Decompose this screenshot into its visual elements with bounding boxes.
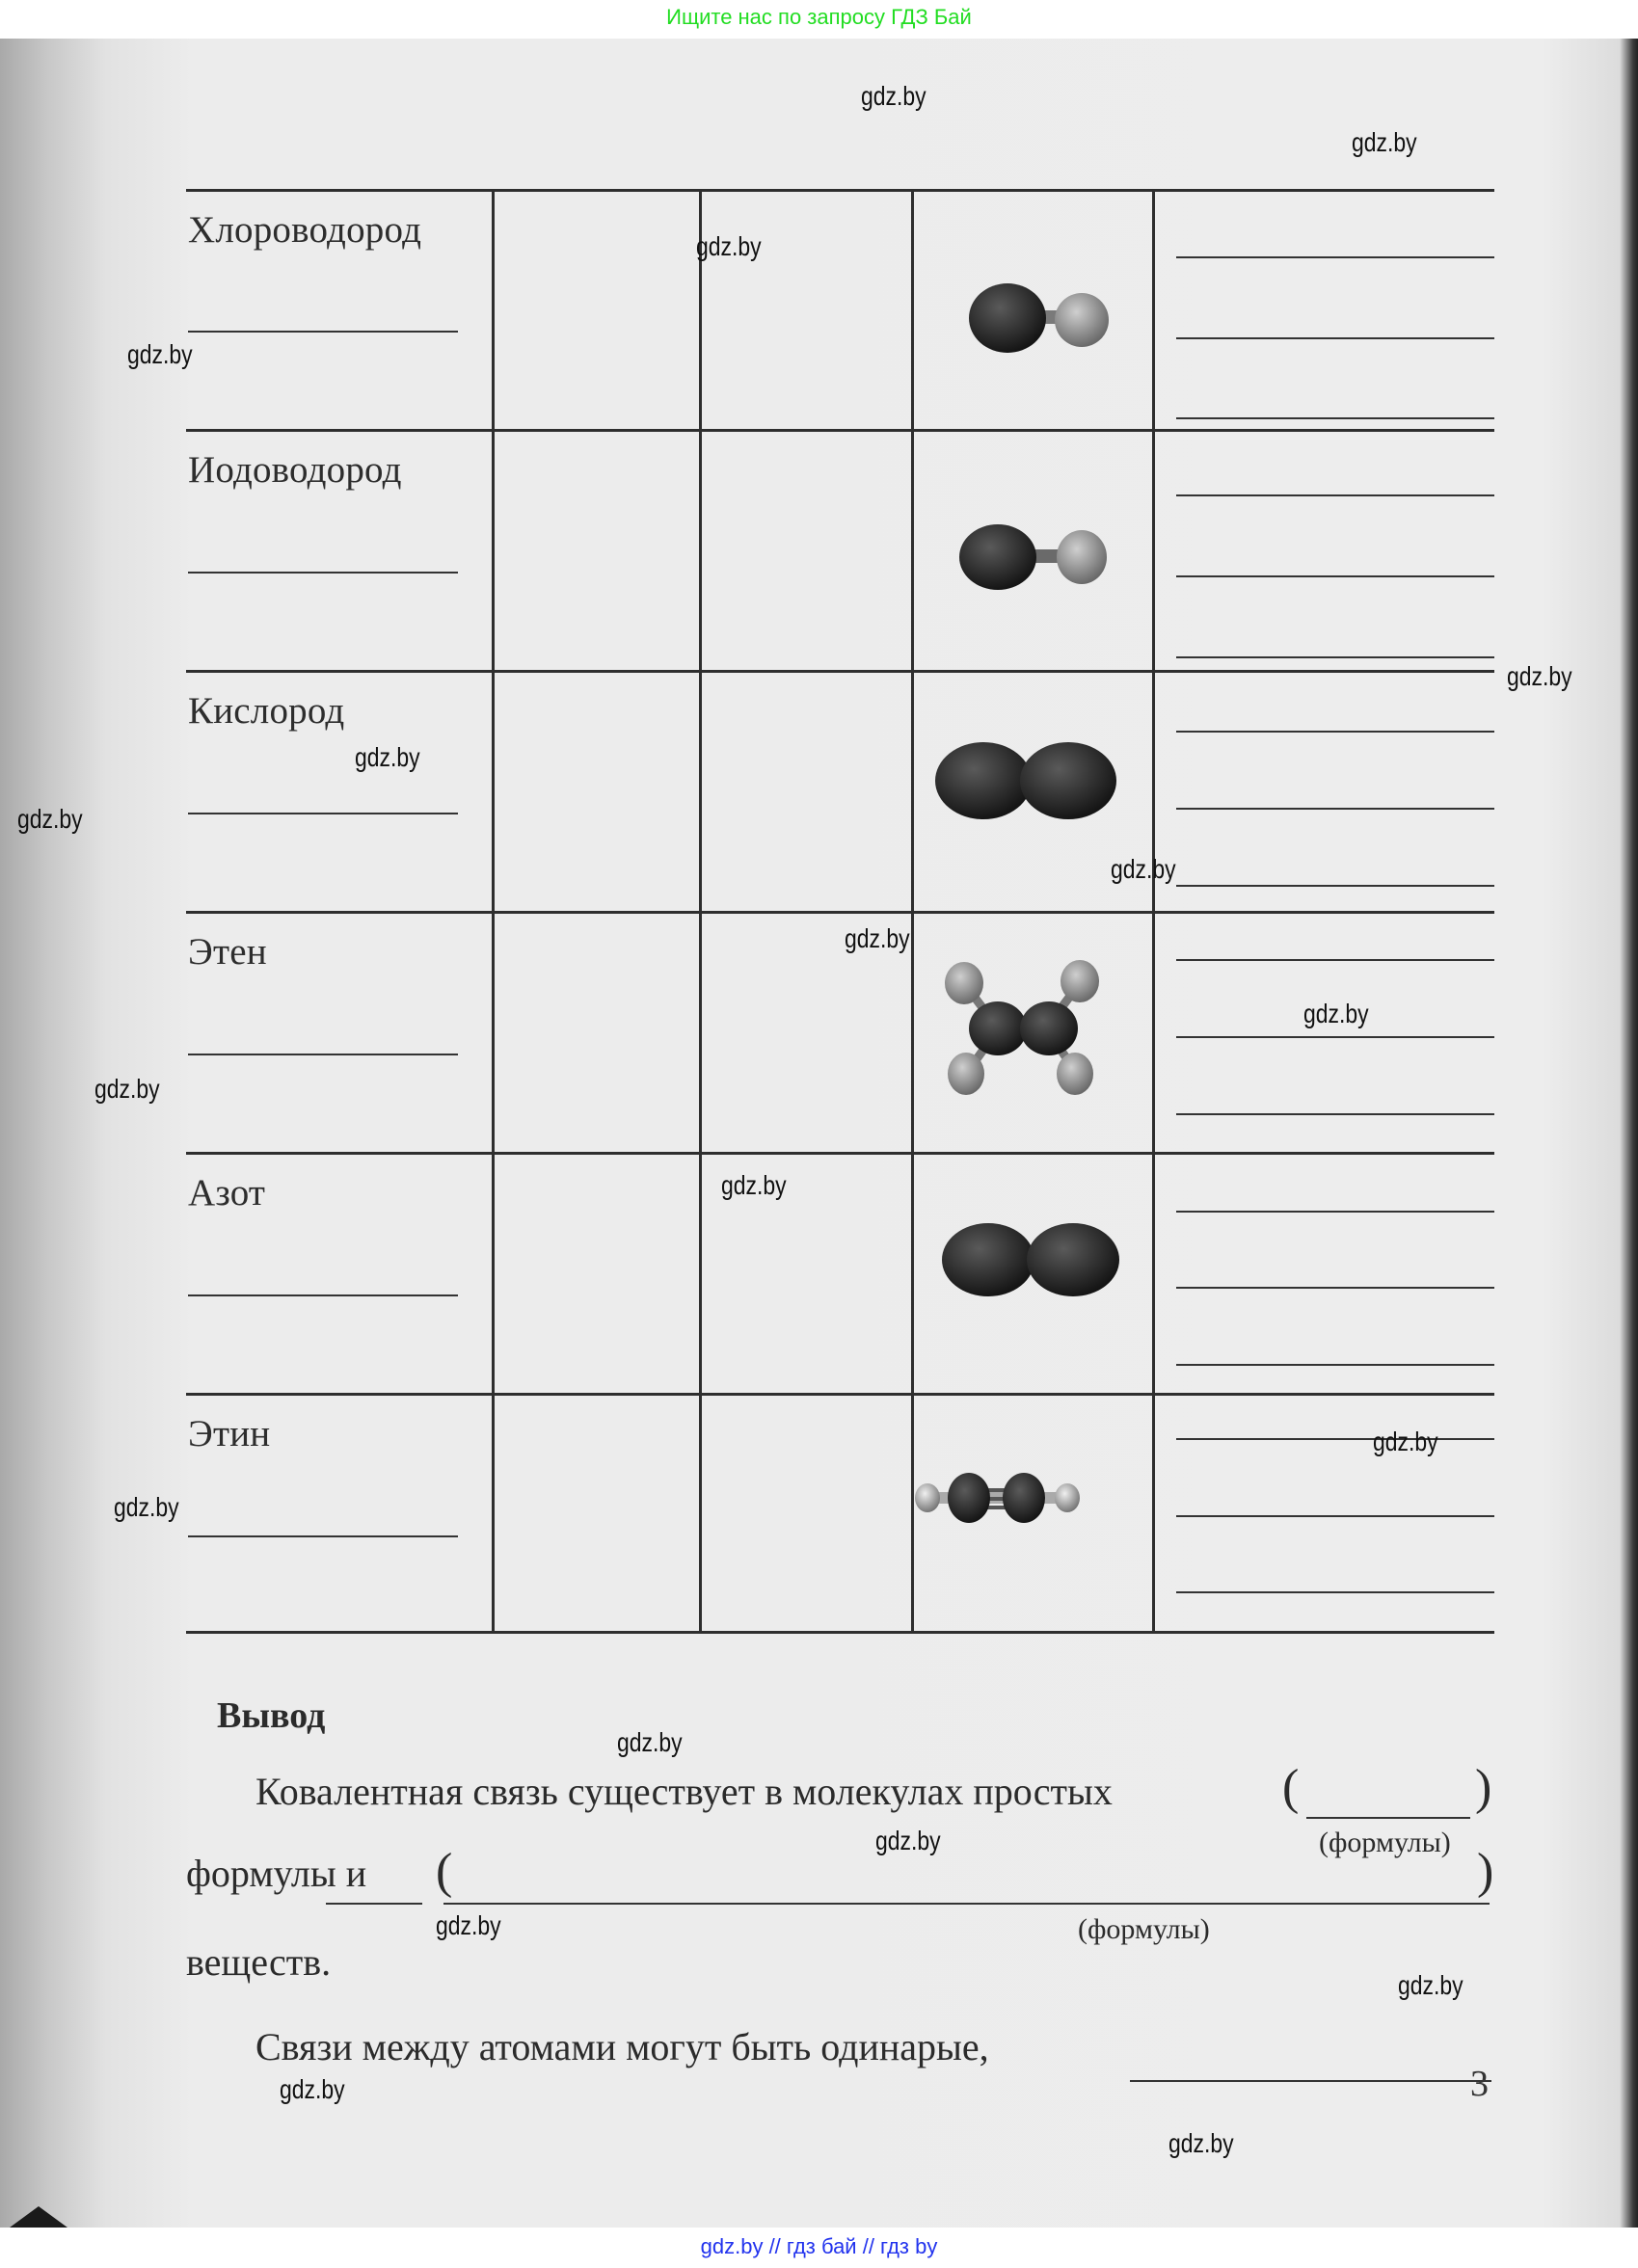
top-banner[interactable]: Ищите нас по запросу ГДЗ Бай bbox=[666, 5, 972, 29]
conclusion-line-1: Ковалентная связь существует в молекулах простых bbox=[255, 1770, 1113, 1813]
n2-molecule-icon bbox=[935, 1219, 1128, 1301]
conclusion-line-4: Связи между атомами могут быть одинарые, bbox=[255, 2025, 989, 2068]
formula-caption-1: (формулы) bbox=[1319, 1827, 1451, 1858]
page-number: 3 bbox=[1470, 2064, 1489, 2104]
table-row-divider bbox=[186, 1393, 1494, 1396]
watermark: gdz.by bbox=[617, 1727, 683, 1757]
table-row-divider bbox=[186, 429, 1494, 432]
table-row-divider bbox=[186, 670, 1494, 673]
answer-line[interactable] bbox=[1176, 1287, 1494, 1289]
watermark: gdz.by bbox=[845, 923, 910, 953]
hi-molecule-icon bbox=[954, 519, 1118, 596]
watermark: gdz.by bbox=[696, 231, 762, 261]
close-paren: ) bbox=[1475, 1760, 1492, 1815]
watermark: gdz.by bbox=[1507, 661, 1572, 691]
conclusion-line-3: веществ. bbox=[186, 1940, 332, 1984]
ethene-molecule-icon bbox=[926, 954, 1118, 1099]
formula-blank-2[interactable] bbox=[443, 1903, 1490, 1905]
page-corner-shadow bbox=[10, 2206, 67, 2228]
answer-line[interactable] bbox=[188, 1294, 458, 1296]
row-label-nitrogen: Азот bbox=[188, 1172, 266, 1214]
table-col-divider bbox=[911, 189, 914, 1634]
watermark: gdz.by bbox=[17, 804, 83, 834]
answer-line[interactable] bbox=[1176, 1591, 1494, 1593]
watermark: gdz.by bbox=[114, 1492, 179, 1522]
answer-line[interactable] bbox=[1176, 656, 1494, 658]
o2-molecule-icon bbox=[930, 737, 1123, 824]
watermark: gdz.by bbox=[1398, 1970, 1463, 2000]
hcl-molecule-icon bbox=[964, 280, 1118, 357]
table-row-divider bbox=[186, 911, 1494, 914]
answer-line[interactable] bbox=[1176, 256, 1494, 258]
answer-line[interactable] bbox=[1176, 808, 1494, 810]
answer-line[interactable] bbox=[188, 572, 458, 574]
answer-line[interactable] bbox=[1176, 1211, 1494, 1213]
table-col-divider bbox=[492, 189, 495, 1634]
table-row-divider bbox=[186, 1152, 1494, 1155]
row-label-hydrogen-iodide: Иодоводород bbox=[188, 449, 402, 491]
watermark: gdz.by bbox=[127, 339, 193, 369]
answer-line[interactable] bbox=[1176, 885, 1494, 887]
answer-line[interactable] bbox=[1176, 1438, 1494, 1440]
table-col-divider bbox=[699, 189, 702, 1634]
watermark: gdz.by bbox=[1111, 854, 1176, 884]
open-paren: ( bbox=[1282, 1760, 1300, 1815]
answer-line[interactable] bbox=[1176, 1036, 1494, 1038]
answer-line[interactable] bbox=[1176, 1364, 1494, 1366]
answer-line[interactable] bbox=[1176, 1113, 1494, 1115]
bottom-banner[interactable]: gdz.by // гдз бай // гдз by bbox=[700, 2234, 938, 2258]
watermark: gdz.by bbox=[875, 1826, 941, 1855]
answer-line[interactable] bbox=[1176, 494, 1494, 496]
row-label-ethene: Этен bbox=[188, 931, 267, 973]
ethyne-molecule-icon bbox=[906, 1465, 1089, 1533]
bond-type-blank[interactable] bbox=[1130, 2080, 1491, 2082]
answer-line[interactable] bbox=[188, 331, 458, 333]
formula-blank-1[interactable] bbox=[1306, 1817, 1470, 1819]
watermark: gdz.by bbox=[94, 1074, 160, 1104]
answer-line[interactable] bbox=[1176, 731, 1494, 733]
watermark: gdz.by bbox=[436, 1910, 501, 1940]
substance-blank[interactable] bbox=[326, 1903, 422, 1905]
watermark: gdz.by bbox=[1352, 127, 1417, 157]
watermark: gdz.by bbox=[1303, 999, 1369, 1028]
answer-line[interactable] bbox=[1176, 1515, 1494, 1517]
conclusion-line-2: формулы и bbox=[186, 1852, 367, 1895]
scanned-page bbox=[0, 39, 1638, 2228]
row-label-hydrogen-chloride: Хлороводород bbox=[188, 209, 422, 251]
table-border-bottom bbox=[186, 1631, 1494, 1634]
answer-line[interactable] bbox=[1176, 417, 1494, 419]
close-paren: ) bbox=[1477, 1844, 1494, 1899]
answer-line[interactable] bbox=[1176, 337, 1494, 339]
watermark: gdz.by bbox=[721, 1170, 787, 1200]
answer-line[interactable] bbox=[188, 813, 458, 814]
answer-line[interactable] bbox=[188, 1054, 458, 1055]
open-paren: ( bbox=[436, 1844, 453, 1899]
answer-line[interactable] bbox=[1176, 575, 1494, 577]
table-col-divider bbox=[1152, 189, 1155, 1634]
row-label-ethyne: Этин bbox=[188, 1413, 271, 1454]
answer-line[interactable] bbox=[1176, 959, 1494, 961]
watermark: gdz.by bbox=[280, 2074, 345, 2104]
answer-line[interactable] bbox=[188, 1535, 458, 1537]
watermark: gdz.by bbox=[355, 742, 420, 772]
watermark: gdz.by bbox=[1373, 1427, 1438, 1456]
table-border-top bbox=[186, 189, 1494, 192]
row-label-oxygen: Кислород bbox=[188, 690, 345, 732]
conclusion-heading: Вывод bbox=[217, 1695, 326, 1736]
watermark: gdz.by bbox=[861, 81, 926, 111]
formula-caption-2: (формулы) bbox=[1078, 1913, 1210, 1945]
watermark: gdz.by bbox=[1168, 2128, 1234, 2158]
